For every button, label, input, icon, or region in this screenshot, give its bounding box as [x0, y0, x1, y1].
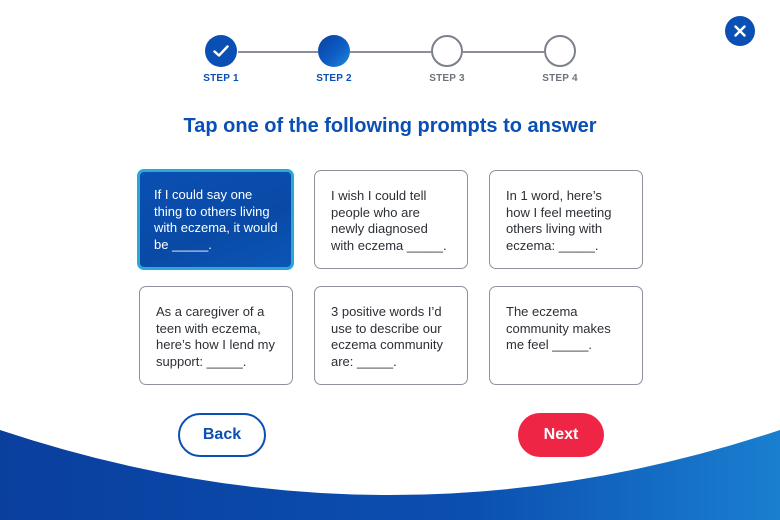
prompt-card-5[interactable]: 3 positive words I’d use to describe our eczema community are: _____. — [314, 286, 468, 385]
step-3-indicator — [431, 35, 463, 67]
prompt-card-6[interactable]: The eczema community makes me feel _____. — [489, 286, 643, 385]
step-4-indicator — [544, 35, 576, 67]
close-button[interactable] — [725, 16, 755, 46]
close-icon — [734, 25, 746, 37]
step-4-label: STEP 4 — [542, 73, 578, 84]
step-connector — [238, 51, 318, 53]
progress-stepper — [0, 0, 780, 100]
page-title: Tap one of the following prompts to answer — [183, 115, 597, 137]
step-2-label: STEP 2 — [316, 73, 352, 84]
prompt-card-3[interactable]: In 1 word, here’s how I feel meeting others living with eczema: _____. — [489, 170, 643, 269]
back-button[interactable]: Back — [178, 413, 266, 457]
step-1-label: STEP 1 — [203, 73, 239, 84]
checkmark-icon — [213, 45, 229, 57]
step-1-indicator — [205, 35, 237, 67]
step-2-indicator — [318, 35, 350, 67]
next-button[interactable]: Next — [518, 413, 604, 457]
prompt-card-2[interactable]: I wish I could tell people who are newly diagnosed with eczema _____. — [314, 170, 468, 269]
prompt-card-1[interactable]: If I could say one thing to others living with eczema, it would be _____. — [137, 169, 294, 270]
prompt-card-4[interactable]: As a caregiver of a teen with eczema, here’s how I lend my support: _____. — [139, 286, 293, 385]
step-connector — [350, 51, 431, 53]
step-connector — [463, 51, 544, 53]
step-3-label: STEP 3 — [429, 73, 465, 84]
